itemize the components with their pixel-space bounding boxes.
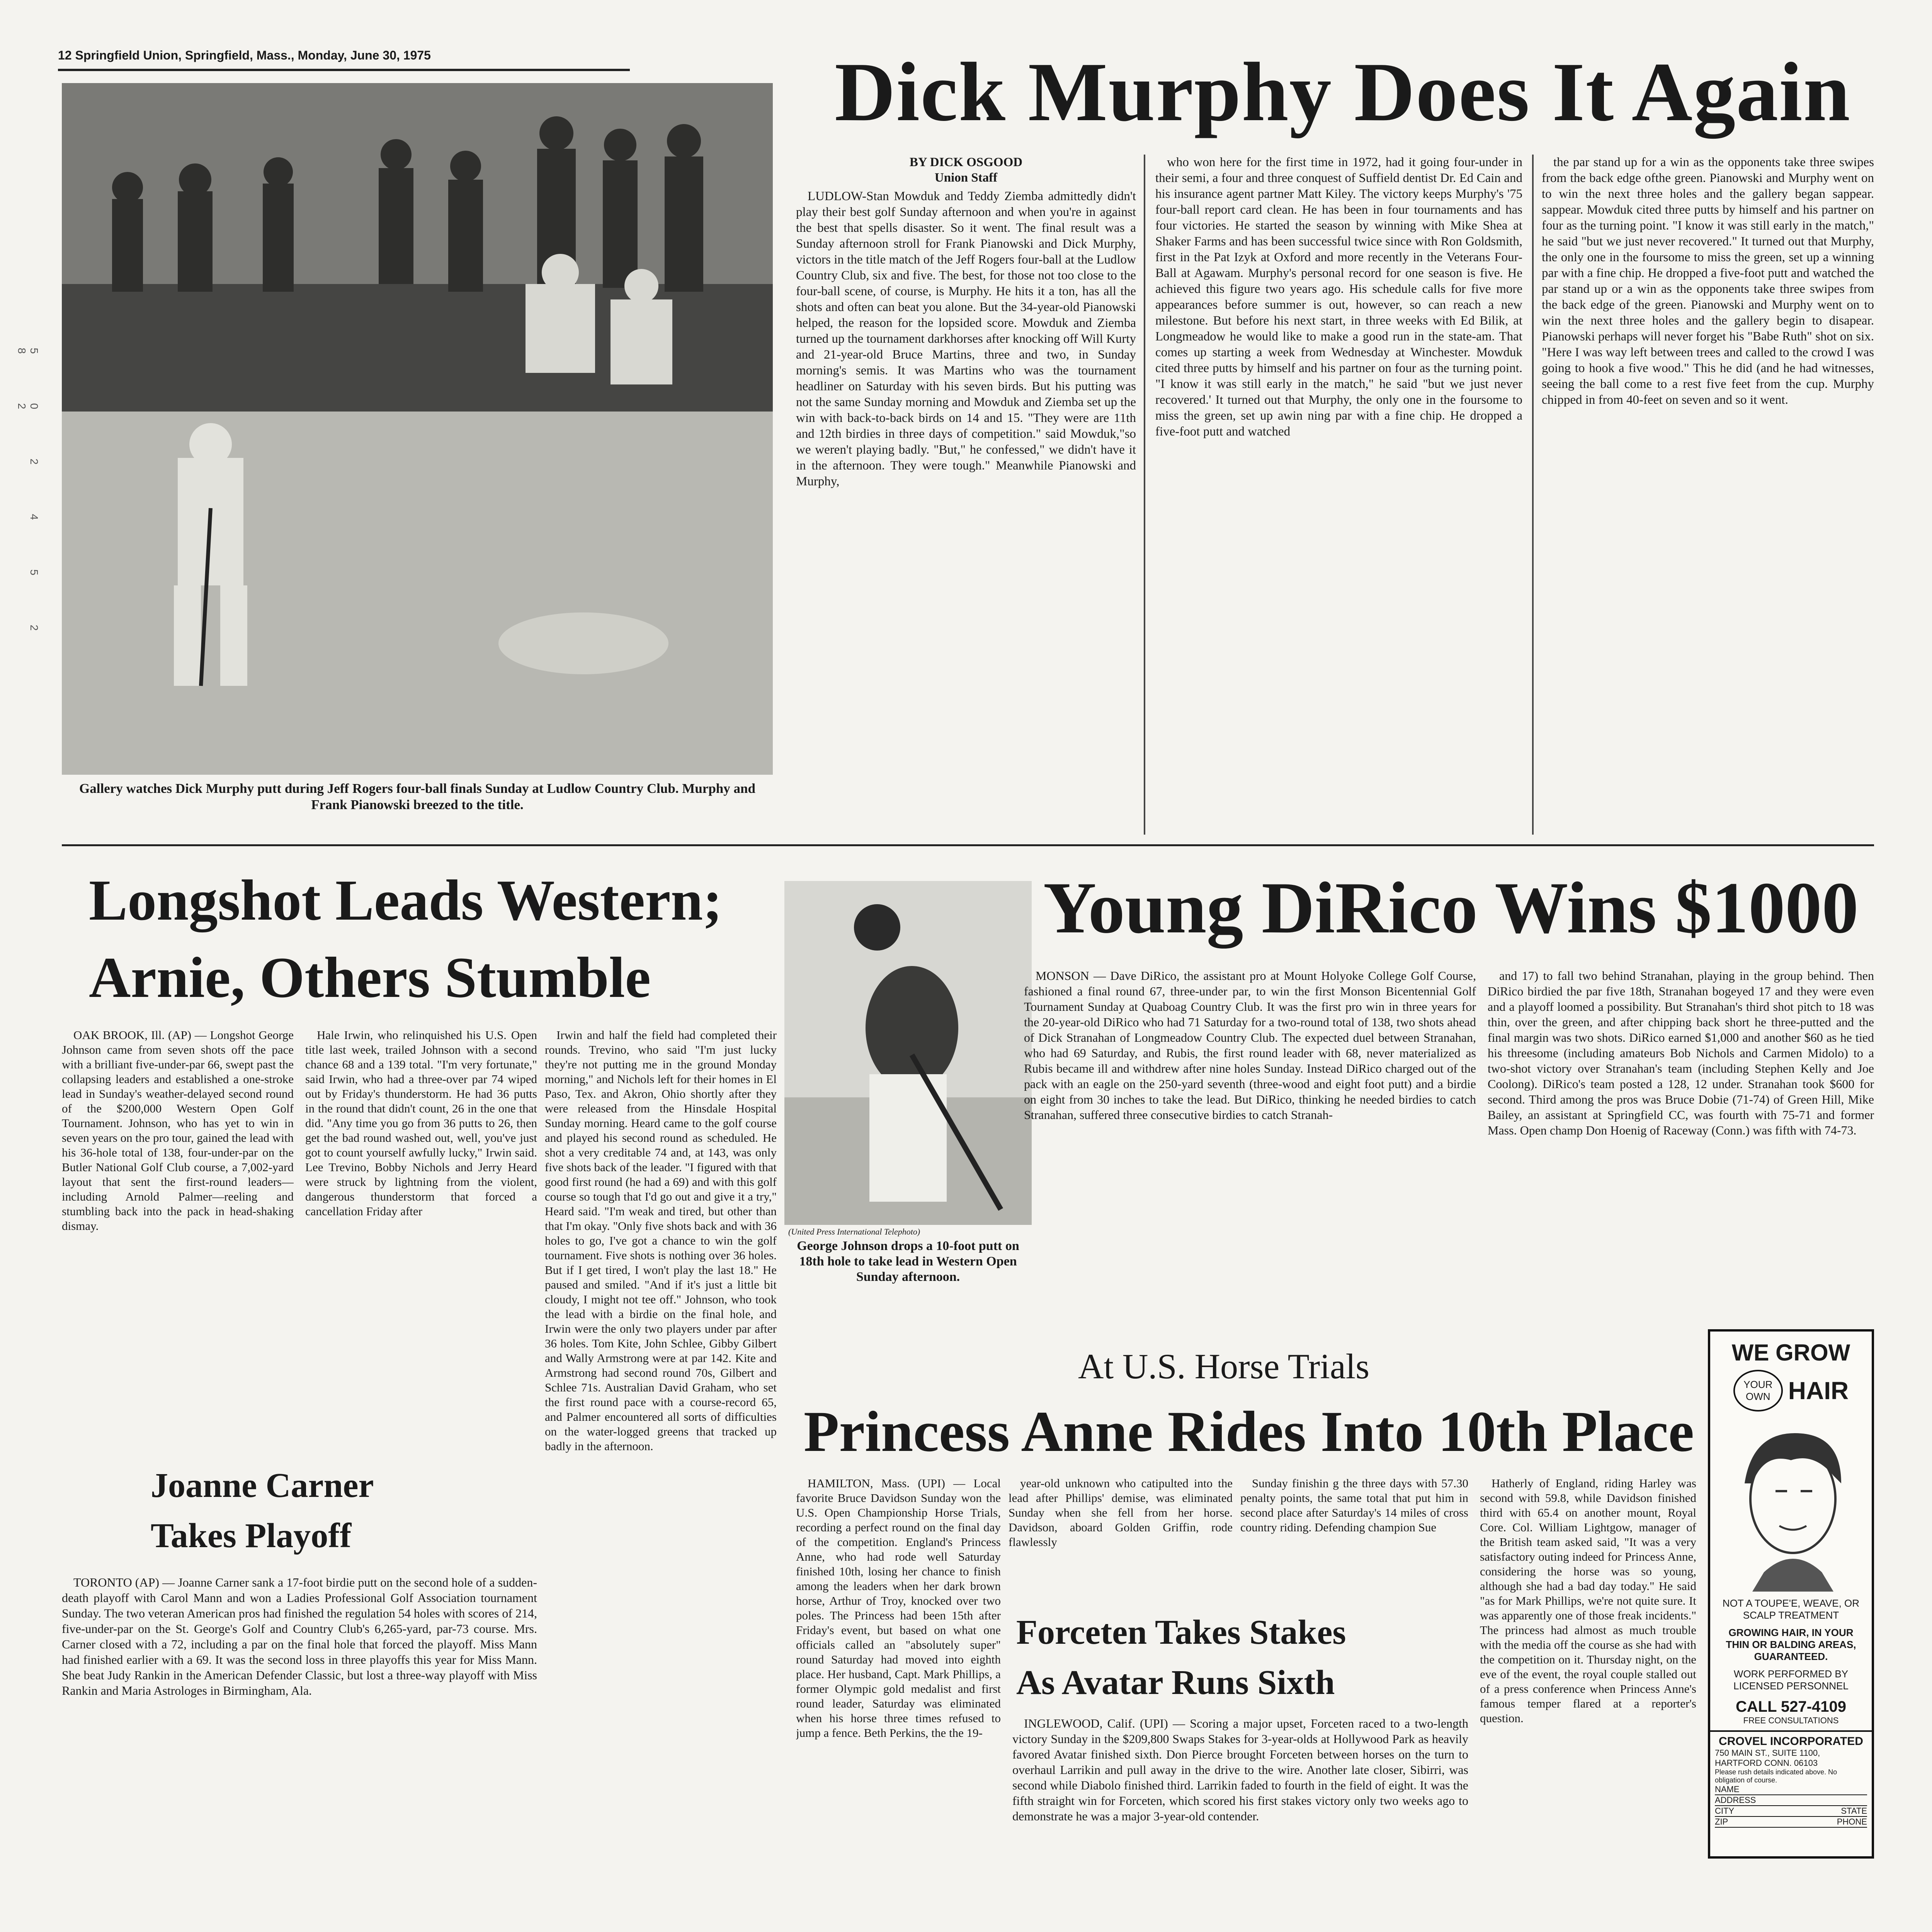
- column-rule: [1144, 155, 1145, 835]
- western-text-1: OAK BROOK, Ill. (AP) — Longshot George Johnson came from seven shots off the pace with a brilliant five-under-par 66, swept past the collapsing leaders and established a one-stroke lead in Sunday's weather-delayed second round of the $200,000 Western Open Golf Tournament. Johnson, who has yet to win in seven years on the pro tour, gained the lead with his 36-hole total of 138, four-under-par on the Butler National Golf Club course, a 7,002-yard layout that sent the first-round leaders—including Arnold Palmer—reeling and stumbling back into the pack in head-shaking dismay.: [62, 1028, 294, 1233]
- crovel-address: 750 MAIN ST., SUITE 1100, HARTFORD CONN. 06103: [1715, 1748, 1820, 1768]
- forceten-headline-1: Forceten Takes Stakes: [1016, 1613, 1346, 1651]
- your-label: YOUR: [1743, 1379, 1773, 1390]
- hair-ad-free: FREE CONSULTATIONS: [1743, 1716, 1839, 1725]
- coupon-zip-label: ZIP: [1715, 1817, 1728, 1827]
- princess-text-3: Sunday finishin g the three days with 57.30 penalty points, the same total that put him in second place after Saturday's 14 miles of cross country riding. Defending champion Sue: [1240, 1476, 1468, 1534]
- hair-ad-call: CALL 527-4109: [1735, 1698, 1847, 1715]
- coupon-address-field[interactable]: [1715, 1795, 1867, 1806]
- murphy-column-1: [796, 155, 1136, 835]
- johnson-photo-caption: George Johnson drops a 10-foot putt on 18th hole to take lead in Western Open Sunday afternoon.: [797, 1239, 1019, 1284]
- murphy-column-2: [1155, 155, 1522, 835]
- princess-column-1: [796, 1476, 1001, 1932]
- coupon-address-label: ADDRESS: [1715, 1795, 1756, 1805]
- coupon-name-field[interactable]: [1715, 1784, 1867, 1795]
- murphy-photo: [62, 83, 773, 775]
- page-folio: 12 Springfield Union, Springfield, Mass., Monday, June 30, 1975: [58, 48, 431, 62]
- western-headline-1: Longshot Leads Western;: [89, 868, 723, 932]
- western-text-2: Hale Irwin, who relinquished his U.S. Open title last week, trailed Johnson with a second chance 68 and a 139 total. "I'm very fortunate," said Irwin, who had a three-over par 74 wiped out by Friday's thunderstorm. He had 36 putts in the round that didn't count, 26 in the one that did. "Any time you go from 36 putts to 26, then get the bad round washed out, well, you've just got to count yourself awfully lucky," Irwin said. Lee Trevino, Bobby Nichols and Jerry Heard were struck by lightning from the violent, dangerous thunderstorm that forced a cancellation Friday after: [305, 1028, 537, 1218]
- coupon-city-field[interactable]: [1715, 1806, 1867, 1817]
- carner-headline-1: Joanne Carner: [151, 1466, 374, 1505]
- princess-text-2: year-old unknown who catipulted into the lead after Phillips' demise, was eliminated Sunday when she fell from her horse. Davidson, aboard Golden Griffin, rode flawlessly: [1009, 1476, 1233, 1549]
- princess-text-4: Hatherly of England, riding Harley was second with 59.8, while Davidson finished third with 65.4 on another mount, Royal Core. Col. William Lightgow, manager of the British team asked said, "It was a very satisfactory outing indeed for Princess Anne, considering the horse was so young, although she had a bad day today." He said "as for Mark Phillips, we're not quite sure. It was apparently one of those freak incidents." The princess had almost as much trouble with the media off the course as she had with the competition on it. Thursday night, on the eve of the event, the royal couple stalled out of a press conference when Princess Anne's famous temper flared at a reporter's question.: [1480, 1476, 1696, 1725]
- dirico-headline: Young DiRico Wins $1000: [1043, 867, 1859, 949]
- murphy-text-3: the par stand up for a win as the opponents take three swipes from the back edge ofthe green. Pianowski and Murphy went on to win the next three holes and the gallery began sappear. sappear. Mowduk cited three putts by himself and his partner on four as the turning point. "I know it was still early in the match," he said "but we just never recovered." It turned out that Murphy, the only one in the foursome to miss the green, set up a winning par with a fine chip. He dropped a five-foot putt and watched the par stand up or a win as the opponents take three swipes from the back edge of the green. Pianowski and Murphy went on to win the next three holes and the gallery begin to disapear. Pianowski perhaps will never forget his "Babe Ruth" shot on six. "Here I was way left between trees and called to the crowd I was going to hook a five wood." This he did (and he had witnesses, seeing the ball come to a rest five feet from the cup. Murphy chipped in from 40-feet on seven and so it went.: [1542, 155, 1874, 407]
- coupon-state-label: STATE: [1841, 1806, 1867, 1816]
- margin-marks: 5 0 2 4 5 2 8 2: [16, 348, 40, 654]
- forceten-text: INGLEWOOD, Calif. (UPI) — Scoring a major upset, Forceten raced to a two-length victory Sunday in the $209,800 Swaps Stakes for 3-year-olds at Hollywood Park as heavily favored Avatar finished sixth. Don Pierce brought Forceten between horses on the turn to overhaul Larrikin and pull away in the drive to the wire. Another late closer, Sibirri, was second while Diabolo finished third. Larrikin faded to fourth in the field of eight. It was the fifth straight win for Forceten, which scored his first stakes victory only two weeks ago to demonstrate he was a major 3-year-old contender.: [1012, 1716, 1468, 1823]
- murphy-photo-caption: Gallery watches Dick Murphy putt during Jeff Rogers four-ball finals Sunday at Ludlow Country Club. Murphy and Frank Pianowski breezed to the title.: [79, 781, 755, 812]
- princess-column-2: [1009, 1476, 1233, 1604]
- dirico-column-2: [1488, 968, 1874, 1316]
- folio-rule: [58, 69, 630, 71]
- western-column-3: [545, 1028, 777, 1932]
- murphy-text-2: who won here for the first time in 1972, had it going four-under in their semi, a four and three conquest of Suffield dentist Dr. Ed Cain and his insurance agent partner Matt Kiley. The victory keeps Murphy's '75 four-ball report card clean. He has been in four tournaments and has four victories. He started the season by winning with Mike Shea at Shaker Farms and has been successful twice since with Ron Goldsmith, first in the Pat Izyk at Oxford and more recently in the Veterans Four-Ball at Agawam. Murphy's personal record for one season is five. He achieved this figure two years ago. His schedule calls for five more appearances before summer is out, however, so can reach a new milestone. But before his next start, in three weeks with Ed Bilik, at Longmeadow he would like to make a good run in the state-am. That comes up starting a week from Wednesday at Winchester. Mowduk cited three putts by himself and his partner on four as the turning point. "I know it was still early in the match," he said "but we just never recovered.' It turned out that Murphy, the only one in the foursome to miss the green, set up awin ning par with a fine chip. He dropped a five-foot putt and watched: [1155, 155, 1522, 439]
- carner-headline-2: Takes Playoff: [151, 1517, 352, 1555]
- coupon-zip-field[interactable]: [1715, 1817, 1867, 1828]
- carner-column: [62, 1575, 537, 1932]
- hair-ad-title: WE GROW: [1731, 1340, 1850, 1366]
- hair-label: HAIR: [1788, 1377, 1849, 1405]
- section-rule: [62, 844, 1874, 846]
- hair-ad-line-3: WORK PERFORMED BY LICENSED PERSONNEL: [1733, 1668, 1849, 1692]
- murphy-headline: Dick Murphy Does It Again: [835, 46, 1851, 139]
- murphy-byline: BY DICK OSGOOD: [909, 155, 1023, 169]
- coupon-phone-label: PHONE: [1837, 1817, 1867, 1827]
- golfer-portrait-image: [784, 881, 1032, 1225]
- dirico-column-1: [1024, 968, 1476, 1354]
- western-column-2: [305, 1028, 537, 1453]
- crovel-name: CROVEL INCORPORATED: [1719, 1735, 1863, 1748]
- princess-column-3: [1240, 1476, 1468, 1604]
- princess-kicker: At U.S. Horse Trials: [1078, 1347, 1370, 1386]
- coupon-name-label: NAME: [1715, 1784, 1740, 1794]
- own-label: OWN: [1746, 1391, 1770, 1402]
- western-column-1: [62, 1028, 294, 1453]
- princess-text-1: HAMILTON, Mass. (UPI) — Local favorite Bruce Davidson Sunday won the U.S. Open Championship Horse Trials, recording a perfect round on the final day of the competition. England's Princess Anne, who had rode well Saturday finished 10th, losing her chance to finish among the leaders when her dark brown horse, Arthur of Troy, knocked over two poles. The Princess had been 15th after Friday's event, but based on what one officials called an "absolutely super" round Saturday had moved into eighth place. Her husband, Capt. Mark Phillips, a former Olympic gold medalist and first round leader, Saturday was eliminated when his horse three times refused to jump a fence. Beth Perkins, the the 19-: [796, 1476, 1001, 1740]
- your-own-badge: [1733, 1370, 1783, 1412]
- murphy-text-1: LUDLOW-Stan Mowduk and Teddy Ziemba admittedly didn't play their best golf Sunday afternoon and when you're in against the best that spells disaster. So it went. The final result was a Sunday afternoon stroll for Frank Pianowski and Dick Murphy, victors in the title match of the Jeff Rogers four-ball at the Ludlow Country Club, six and five. The best, for those not too close to the four-ball scene, of course, is Murphy. He hits it a ton, has all the shots and often can beat you alone. But the 34-year-old Pianowski helped, the reason for the lopsided score. Mowduk and Ziemba turned up the tournament darkhorses after knocking off Will Kurty and 21-year-old Bruce Martins, three and two, in Sunday morning's semis. It was Martins who was the tournament headliner on Saturday with his seven birds. But his putting was not the same Sunday morning and Mowduk and Ziemba set up the win with back-to-back birds on 14 and 15. "They were are 11th and 12th birdies in three days of competition." said Mowduk,"so we weren't playing badly. "But," he confessed," we didn't have it in the afternoon. They were tough." Meanwhile Pianowski and Murphy,: [796, 189, 1136, 488]
- crovel-please: Please rush details indicated above. No obligation of course.: [1715, 1768, 1837, 1784]
- hair-ad-line-1: NOT A TOUPE'E, WEAVE, OR SCALP TREATMENT: [1722, 1597, 1860, 1621]
- murphy-column-3: [1542, 155, 1874, 835]
- princess-headline: Princess Anne Rides Into 10th Place: [804, 1400, 1694, 1464]
- princess-column-4: [1480, 1476, 1696, 1932]
- hair-ad-line-2: GROWING HAIR, IN YOUR THIN OR BALDING AREAS, GUARANTEED.: [1726, 1627, 1856, 1662]
- forceten-column: [1012, 1716, 1468, 1932]
- johnson-photo-credit: (United Press International Telephoto): [788, 1227, 920, 1236]
- column-rule: [1532, 155, 1534, 835]
- murphy-byline-staff: Union Staff: [934, 171, 998, 185]
- johnson-photo: [784, 881, 1032, 1225]
- hair-growth-ad: [1708, 1329, 1874, 1859]
- western-headline-2: Arnie, Others Stumble: [89, 946, 651, 1010]
- forceten-headline-2: As Avatar Runs Sixth: [1016, 1663, 1335, 1702]
- coupon-city-label: CITY: [1715, 1806, 1735, 1816]
- dirico-text-2: and 17) to fall two behind Stranahan, playing in the group behind. Then DiRico birdied the par five 18th, Stranahan bogeyed 17 and they were even and a playoff loomed a possibility. But Stranahan's third shot pitch to 18 was thin, over the green, and after chipping back short he three-putted and the final margin was two shots. DiRico earned $1,000 and another $60 as he tied his threesome (including amateurs Bob Nichols and Carmen Midolo) to a two-shot victory over Stranahan's team (including Stephen Kelly and Joe Coolong). DiRico's team posted a 128, 12 under. Stranahan took $600 for second. Third among the pros was Bruce Dobie (71-74) of Green Hill, Mike Bailey, an assistant at Springfield CC, was fourth with 75-71 and former Mass. Open champ Don Hoenig of Raceway (Conn.) was fifth with 74-73.: [1488, 969, 1874, 1137]
- golf-putt-image: [62, 83, 773, 775]
- man-portrait-icon: [1718, 1418, 1864, 1592]
- western-text-3: Irwin and half the field had completed their rounds. Trevino, who said "I'm just lucky they're not putting me in the ground Monday morning," and Nichols left for their homes in El Paso, Tex. and Akron, Ohio shortly after they were released from the Hinsdale Hospital Sunday morning. Heard came to the golf course and played his second round as scheduled. He shot a very creditable 74 and, at 143, was only five shots back of the leader. "I figured with that good first round (he had a 69) and with this golf course so tough that I'd go out and give it a try," Heard said. "I'm weak and tired, but other than that I'm okay. "Only five shots back and with 36 holes to go, I've got a chance to win the golf tournament. Five shots is nothing over 36 holes. But if I get tired, I won't play the last 18." He paused and smiled. "And if it's just a little bit cloudy, I might not tee off." Johnson, who took the lead with a birdie on the final hole, and Irwin were the only two players under par after 36 holes. Tom Kite, John Schlee, Gibby Gilbert and Wally Armstrong were at par 142. Kite and Armstrong had second round 70s, Gilbert and Schlee 71s. Australian David Graham, who set the first round pace with a course-record 65, and Palmer encountered all sorts of difficulties on the water-logged greens that tracked up badly in the afternoon.: [545, 1028, 777, 1453]
- carner-text: TORONTO (AP) — Joanne Carner sank a 17-foot birdie putt on the second hole of a sudden-death playoff with Carol Mann and won a Ladies Professional Golf Association tournament Sunday. The two veteran American pros had finished the regulation 54 holes with scores of 214, five-under-par on the St. George's Golf and Country Club's 6,265-yard, par-73 course. Mrs. Carner closed with a 72, including a par on the final hole that forced the playoff. Miss Mann had finished earlier with a 69. It was the second loss in three playoffs this year for Miss Mann. She beat Judy Rankin in the American Defender Classic, but lost a three-way playoff with Miss Rankin and Maria Astrologes in Birmingham, Ala.: [62, 1575, 537, 1697]
- dirico-text-1: MONSON — Dave DiRico, the assistant pro at Mount Holyoke College Golf Course, fashioned a final round 67, three-under par, to win the first Monson Bicentennial Golf Tournament Sunday at Quaboag Country Club. It was the first pro win in three years for the 20-year-old DiRico who had 71 Saturday for a two-round total of 138, two shots ahead of Dick Stranahan of Longmeadow Country Club. The expected duel between Stranahan, who had 69 Saturday, and Rubis, the first round leader with 68, never materialized as Rubis became ill and withdrew after nine holes Sunday. Instead DiRico charged out of the pack with an eagle on the 250-yard seventh (three-wood and eight foot putt) and a birdie on eight from 30 inches to take the lead. But DiRico, thinking he needed birdies to catch Stranahan, suffered three consecutive birdies to catch Stranah-: [1024, 969, 1476, 1122]
